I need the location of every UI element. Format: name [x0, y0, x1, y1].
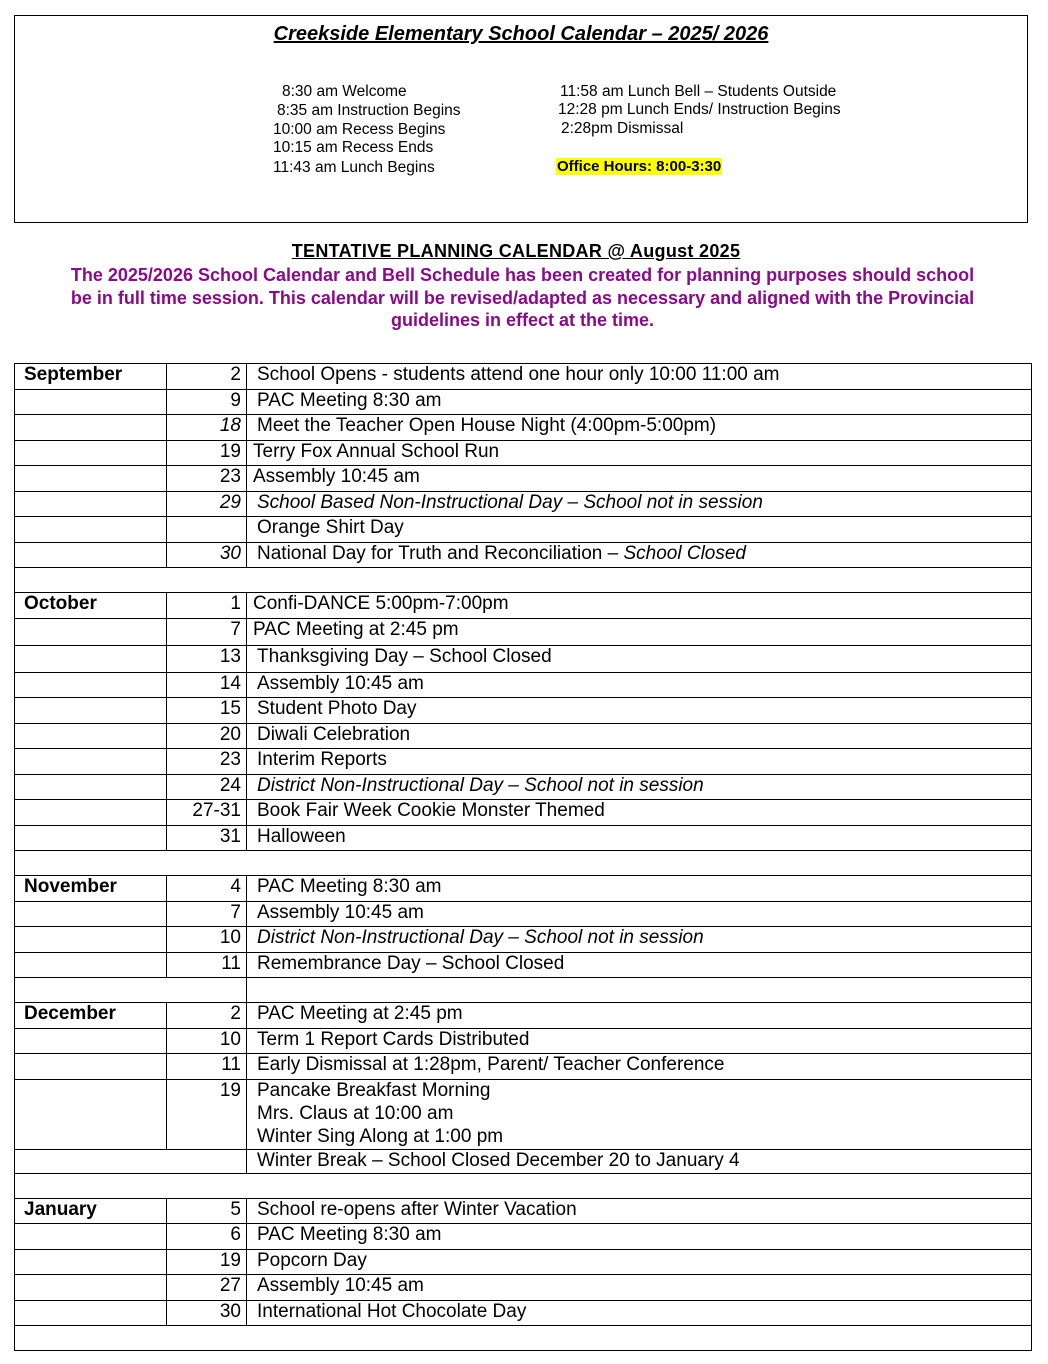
- table-row: [15, 1300, 1032, 1326]
- day-cell: 9: [167, 389, 247, 415]
- table-row: [15, 1028, 1032, 1054]
- table-row: [15, 389, 1032, 415]
- table-row: [15, 593, 1032, 619]
- month-label: September: [15, 364, 167, 390]
- table-row: [15, 1079, 1032, 1149]
- office-hours: Office Hours: 8:00-3:30: [557, 158, 722, 175]
- table-row: [15, 800, 1032, 826]
- tentative-title: TENTATIVE PLANNING CALENDAR @ August 2025: [291, 241, 741, 261]
- bell-lunch-begins: 11:43 am Lunch Begins: [273, 159, 435, 176]
- day-cell: 13: [167, 645, 247, 672]
- month-label: January: [15, 1198, 167, 1224]
- event-cell: PAC Meeting at 2:45 pm: [247, 618, 1032, 645]
- table-row: [15, 1003, 1032, 1029]
- event-cell: [247, 1079, 1032, 1149]
- table-row: [15, 952, 1032, 978]
- day-cell: 10: [167, 1028, 247, 1054]
- day-cell: 27: [167, 1275, 247, 1301]
- spacer-row: [15, 1173, 1032, 1198]
- day-cell: [167, 517, 247, 543]
- month-label: October: [15, 593, 167, 619]
- table-row: [15, 364, 1032, 390]
- event-cell: Assembly 10:45 am: [247, 901, 1032, 927]
- month-label: November: [15, 876, 167, 902]
- day-cell: 27-31: [167, 800, 247, 826]
- event-cell: Thanksgiving Day – School Closed: [247, 645, 1032, 672]
- event-cell: Halloween: [247, 825, 1032, 851]
- table-row: [15, 1198, 1032, 1224]
- day-cell: 6: [167, 1224, 247, 1250]
- event-cell: School Based Non-Instructional Day – School not in session: [247, 491, 1032, 517]
- event-cell: Assembly 10:45 am: [247, 466, 1032, 492]
- day-cell: 29: [167, 491, 247, 517]
- event-line: Pancake Breakfast Morning: [257, 1079, 491, 1101]
- day-cell: 30: [167, 542, 247, 568]
- spacer-row: [15, 568, 1032, 593]
- event-cell: Assembly 10:45 am: [247, 1275, 1032, 1301]
- day-cell: 4: [167, 876, 247, 902]
- day-cell: 11: [167, 1054, 247, 1080]
- table-row: [15, 466, 1032, 492]
- event-cell: District Non-Instructional Day – School not in session: [247, 927, 1032, 953]
- day-cell: 23: [167, 749, 247, 775]
- calendar-title: Creekside Elementary School Calendar – 2025/ 2026: [273, 23, 769, 45]
- event-cell: PAC Meeting at 2:45 pm: [247, 1003, 1032, 1029]
- day-cell: 19: [167, 440, 247, 466]
- table-row: [15, 1149, 1032, 1173]
- day-cell: 10: [167, 927, 247, 953]
- event-cell: International Hot Chocolate Day: [247, 1300, 1032, 1326]
- event-cell: Book Fair Week Cookie Monster Themed: [247, 800, 1032, 826]
- day-cell: 5: [167, 1198, 247, 1224]
- event-text: National Day for Truth and Reconciliation –: [257, 542, 619, 564]
- day-cell: 23: [167, 466, 247, 492]
- bell-welcome: 8:30 am Welcome: [282, 83, 407, 100]
- day-cell: 15: [167, 698, 247, 724]
- spacer-row: [15, 851, 1032, 876]
- table-row: [15, 491, 1032, 517]
- month-label: December: [15, 1003, 167, 1029]
- day-cell: 11: [167, 952, 247, 978]
- table-row: [15, 698, 1032, 724]
- spacer-row: [15, 978, 1032, 1003]
- planning-notice: The 2025/2026 School Calendar and Bell Schedule has been created for planning purposes should school be in full time session. This calendar will be revised/adapted as necessary and aligned with the Provincial guidelines in effect at the time.: [70, 265, 975, 330]
- event-cell: Winter Break – School Closed December 20 to January 4: [247, 1149, 1032, 1173]
- table-row: [15, 825, 1032, 851]
- event-cell: Popcorn Day: [247, 1249, 1032, 1275]
- event-line: Mrs. Claus at 10:00 am: [257, 1102, 454, 1124]
- event-cell: Diwali Celebration: [247, 723, 1032, 749]
- table-row: [15, 1249, 1032, 1275]
- event-cell: Interim Reports: [247, 749, 1032, 775]
- day-cell: 24: [167, 774, 247, 800]
- table-row: [15, 901, 1032, 927]
- table-row: [15, 1224, 1032, 1250]
- event-text-italic: School Closed: [623, 542, 747, 564]
- day-cell: 2: [167, 364, 247, 390]
- table-row: [15, 927, 1032, 953]
- event-cell: School re-opens after Winter Vacation: [247, 1198, 1032, 1224]
- day-cell: 7: [167, 618, 247, 645]
- day-cell: 1: [167, 593, 247, 619]
- bell-recess-ends: 10:15 am Recess Ends: [273, 139, 434, 156]
- office-hours-container: [556, 157, 722, 176]
- spacer-row: [15, 1326, 1032, 1351]
- table-row: [15, 1054, 1032, 1080]
- day-cell: 18: [167, 415, 247, 441]
- event-cell: Orange Shirt Day: [247, 517, 1032, 543]
- event-cell: PAC Meeting 8:30 am: [247, 1224, 1032, 1250]
- day-cell: 20: [167, 723, 247, 749]
- bell-lunch-ends: 12:28 pm Lunch Ends/ Instruction Begins: [558, 101, 841, 118]
- day-cell: 14: [167, 672, 247, 698]
- event-cell: PAC Meeting 8:30 am: [247, 389, 1032, 415]
- table-row: [15, 723, 1032, 749]
- event-cell: Confi-DANCE 5:00pm-7:00pm: [247, 593, 1032, 619]
- day-cell: 19: [167, 1079, 247, 1149]
- table-row: [15, 1275, 1032, 1301]
- event-cell: Student Photo Day: [247, 698, 1032, 724]
- bell-recess-begins: 10:00 am Recess Begins: [273, 121, 446, 138]
- day-cell: 7: [167, 901, 247, 927]
- event-cell: Terry Fox Annual School Run: [247, 440, 1032, 466]
- table-row: [15, 774, 1032, 800]
- day-cell: 2: [167, 1003, 247, 1029]
- bell-instruction-begins: 8:35 am Instruction Begins: [277, 102, 461, 119]
- event-cell: School Opens - students attend one hour only 10:00 11:00 am: [247, 364, 1032, 390]
- bell-dismissal: 2:28pm Dismissal: [561, 120, 684, 137]
- day-cell: 19: [167, 1249, 247, 1275]
- event-cell: Term 1 Report Cards Distributed: [247, 1028, 1032, 1054]
- table-row: [15, 876, 1032, 902]
- day-cell: 30: [167, 1300, 247, 1326]
- table-row: [15, 618, 1032, 645]
- table-row: [15, 440, 1032, 466]
- event-cell: Assembly 10:45 am: [247, 672, 1032, 698]
- day-cell: 31: [167, 825, 247, 851]
- event-cell: District Non-Instructional Day – School not in session: [247, 774, 1032, 800]
- event-cell: PAC Meeting 8:30 am: [247, 876, 1032, 902]
- event-cell: Meet the Teacher Open House Night (4:00pm-5:00pm): [247, 415, 1032, 441]
- table-row: [15, 542, 1032, 568]
- bell-lunch-bell: 11:58 am Lunch Bell – Students Outside: [560, 83, 837, 100]
- table-row: [15, 517, 1032, 543]
- table-row: [15, 415, 1032, 441]
- calendar-table: [14, 363, 1032, 1351]
- table-row: [15, 749, 1032, 775]
- event-line: Winter Sing Along at 1:00 pm: [257, 1125, 504, 1147]
- header-box: [14, 15, 1028, 223]
- table-row: [15, 672, 1032, 698]
- event-cell: Remembrance Day – School Closed: [247, 952, 1032, 978]
- event-cell: [247, 542, 1032, 568]
- event-cell: Early Dismissal at 1:28pm, Parent/ Teacher Conference: [247, 1054, 1032, 1080]
- table-row: [15, 645, 1032, 672]
